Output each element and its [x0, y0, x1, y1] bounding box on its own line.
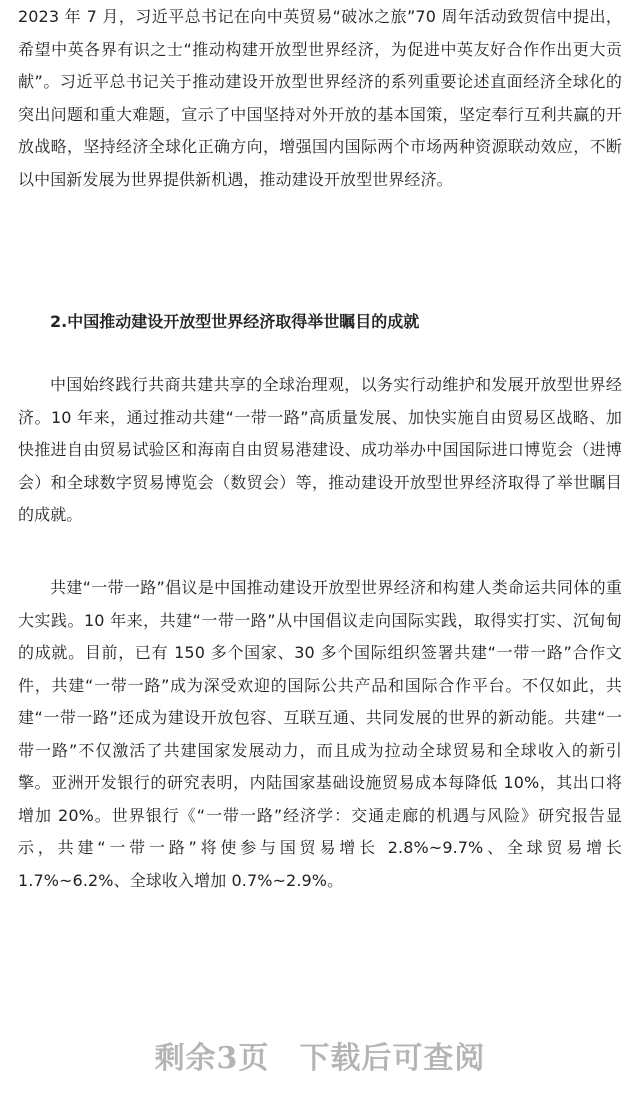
download-to-view-label[interactable]: 下载后可查阅 [299, 1041, 486, 1076]
download-banner[interactable] [0, 1030, 640, 1080]
remaining-pages-label[interactable]: 剩余3页 [154, 1041, 270, 1076]
section-heading: 2.中国推动建设开放型世界经济取得举世瞩目的成就 [50, 312, 420, 331]
paragraph-belt-and-road: 共建“一带一路”倡议是中国推动建设开放型世界经济和构建人类命运共同体的重大实践。10 年来，共建“一带一路”从中国倡议走向国际实践，取得实打实、沉甸甸的成就。目前，已有 150 多个国家、30 多个国际组织签署共建“一带一路”合作文件，共建“一带一路”成为深受欢迎的国际公共产品和国际合作平台。不仅如此，共建“一带一路”还成为建设开放包容、互联互通、共同发展的世界的新动能。共建“一带一路”不仅激活了共建国家发展动力，而且成为拉动全球贸易和全球收入的新引擎。亚洲开发银行的研究表明，内陆国家基础设施贸易成本每降低 10%，其出口将增加 20%。世界银行《“一带一路”经济学：交通走廊的机遇与风险》研究报告显示，共建“一带一路”将使参与国贸易增长 2.8%~9.7%、全球贸易增长 1.7%~6.2%、全球收入增加 0.7%~2.9%。 [18, 578, 622, 890]
paragraph-achievements: 中国始终践行共商共建共享的全球治理观，以务实行动维护和发展开放型世界经济。10 年来，通过推动共建“一带一路”高质量发展、加快实施自由贸易区战略、加快推进自由贸易试验区和海南自由贸易港建设、成功举办中国国际进口博览会（进博会）和全球数字贸易博览会（数贸会）等，推动建设开放型世界经济取得了举世瞩目的成就。 [18, 375, 622, 524]
paragraph-intro: 2023 年 7 月，习近平总书记在向中英贸易“破冰之旅”70 周年活动致贺信中提出，希望中英各界有识之士“推动构建开放型世界经济，为促进中英友好合作作出更大贡献”。习近平总书记关于推动建设开放型世界经济的系列重要论述直面经济全球化的突出问题和重大难题，宣示了中国坚持对外开放的基本国策，坚定奉行互利共赢的开放战略，坚持经济全球化正确方向，增强国内国际两个市场两种资源联动效应，不断以中国新发展为世界提供新机遇，推动建设开放型世界经济。 [18, 7, 622, 189]
